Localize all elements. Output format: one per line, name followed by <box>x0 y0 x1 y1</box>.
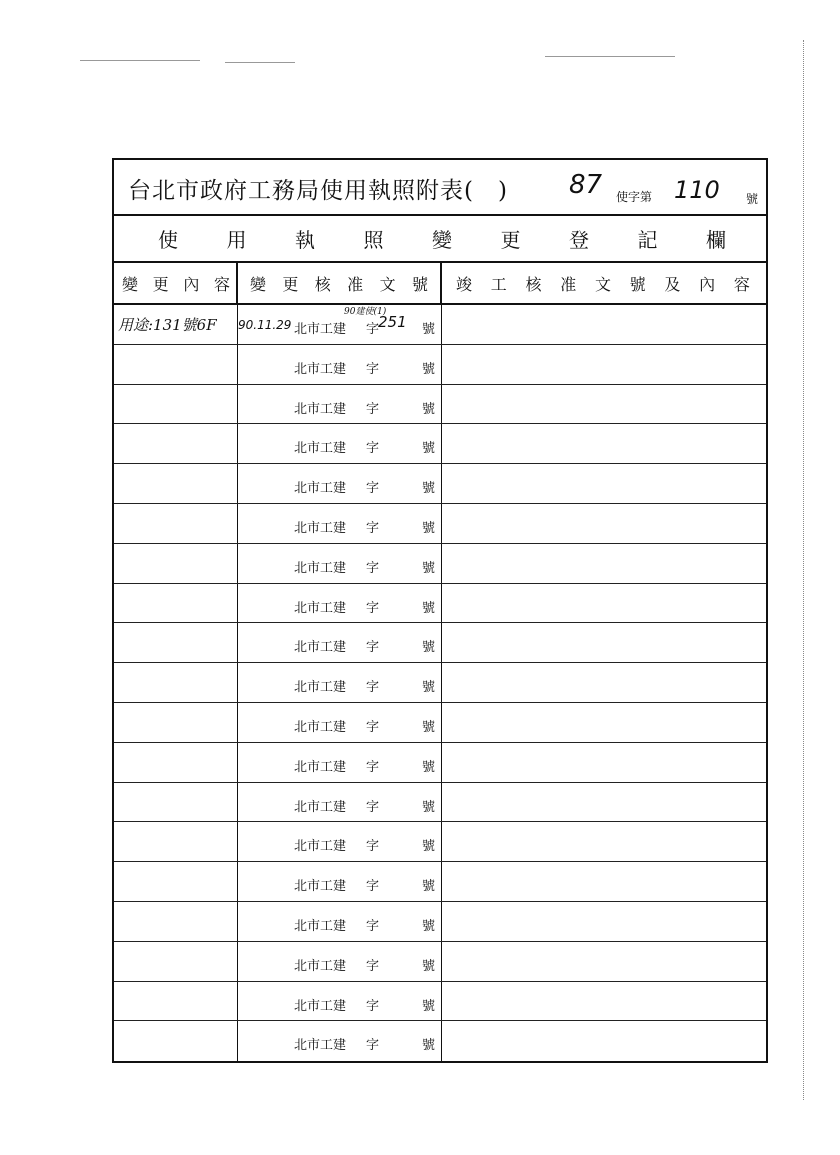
change-content-cell <box>114 663 238 702</box>
header-char: 內 <box>183 274 200 294</box>
hao-label: 號 <box>421 759 435 775</box>
section-char: 照 <box>363 228 384 252</box>
office-code: 北市工建 <box>294 600 347 616</box>
change-content-cell <box>114 862 238 901</box>
header-char: 更 <box>152 274 169 294</box>
office-code: 北市工建 <box>294 322 347 337</box>
zi-label: 字 <box>366 401 380 417</box>
office-code: 北市工建 <box>294 481 347 497</box>
office-code: 北市工建 <box>294 640 347 656</box>
approval-number-cell <box>238 385 442 424</box>
change-content-cell <box>114 305 238 344</box>
zi-label: 字 <box>366 322 380 337</box>
zi-label: 字 <box>366 361 380 377</box>
approval-serial: 251 <box>378 313 407 331</box>
hao-label: 號 <box>421 1038 435 1054</box>
change-content-cell <box>114 942 238 981</box>
zi-label: 字 <box>366 879 380 895</box>
hao-label: 號 <box>421 998 435 1014</box>
header-char: 核 <box>525 274 542 294</box>
office-code: 北市工建 <box>294 1038 347 1054</box>
table-row <box>114 783 766 823</box>
office-code: 北市工建 <box>294 401 347 417</box>
header-char: 工 <box>490 274 507 294</box>
hao-label: 號 <box>421 640 435 656</box>
office-code: 北市工建 <box>294 998 347 1014</box>
completion-cell <box>442 982 766 1021</box>
table-row <box>114 743 766 783</box>
approval-number-cell <box>238 544 442 583</box>
hao-label: 號 <box>421 839 435 855</box>
form-title-row <box>114 160 766 216</box>
completion-cell <box>442 783 766 822</box>
change-content-cell <box>114 743 238 782</box>
license-year: 87 <box>569 170 603 200</box>
approval-number-cell <box>238 822 442 861</box>
completion-cell <box>442 942 766 981</box>
completion-cell <box>442 703 766 742</box>
header-char: 文 <box>594 274 611 294</box>
approval-number-cell <box>238 424 442 463</box>
approval-number-cell <box>238 584 442 623</box>
approval-number-cell <box>238 623 442 662</box>
completion-cell <box>442 584 766 623</box>
completion-cell <box>442 862 766 901</box>
completion-cell <box>442 345 766 384</box>
table-row <box>114 504 766 544</box>
change-content-cell <box>114 544 238 583</box>
header-completion <box>442 263 766 303</box>
office-code: 北市工建 <box>294 839 347 855</box>
header-char: 號 <box>411 274 428 294</box>
zi-label: 字 <box>366 719 380 735</box>
header-char: 及 <box>664 274 681 294</box>
header-char: 號 <box>629 274 646 294</box>
header-char: 准 <box>347 274 364 294</box>
office-code: 北市工建 <box>294 719 347 735</box>
hao-label: 號 <box>421 680 435 696</box>
section-char: 用 <box>226 228 247 252</box>
header-char: 核 <box>314 274 331 294</box>
zi-label: 字 <box>366 1038 380 1054</box>
scan-artifact-line <box>225 62 295 63</box>
license-number: 110 <box>674 176 720 204</box>
header-char: 容 <box>213 274 230 294</box>
completion-cell <box>442 305 766 344</box>
section-char: 變 <box>432 228 452 252</box>
section-char: 欄 <box>706 228 726 252</box>
zi-label: 字 <box>366 998 380 1014</box>
table-row <box>114 902 766 942</box>
change-content-cell <box>114 703 238 742</box>
header-char: 變 <box>250 274 267 294</box>
office-code: 北市工建 <box>294 441 347 457</box>
change-content-cell <box>114 902 238 941</box>
completion-cell <box>442 385 766 424</box>
zi-label: 字 <box>366 680 380 696</box>
section-char: 記 <box>637 228 658 252</box>
completion-cell <box>442 902 766 941</box>
approval-number-cell <box>238 504 442 543</box>
approval-number-cell <box>238 1021 442 1061</box>
change-content-cell <box>114 424 238 463</box>
completion-cell <box>442 623 766 662</box>
change-content-cell <box>114 345 238 384</box>
section-char: 登 <box>569 228 589 252</box>
hao-label: 號 <box>421 322 435 337</box>
approval-date: 90.11.29 <box>238 318 292 332</box>
hao-label: 號 <box>421 719 435 735</box>
zi-label: 字 <box>366 839 380 855</box>
table-row <box>114 862 766 902</box>
completion-cell <box>442 544 766 583</box>
approval-number-cell <box>238 862 442 901</box>
change-content-cell <box>114 1021 238 1061</box>
table-row <box>114 385 766 425</box>
header-char: 准 <box>560 274 577 294</box>
table-row <box>114 942 766 982</box>
approval-note: 90建使(1) <box>344 307 387 317</box>
section-char: 使 <box>158 228 178 252</box>
header-char: 竣 <box>456 274 473 294</box>
table-row <box>114 305 766 345</box>
table-row <box>114 345 766 385</box>
hao-label: 號 <box>421 799 435 815</box>
table-row <box>114 1021 766 1061</box>
table-row <box>114 584 766 624</box>
zi-label: 字 <box>366 640 380 656</box>
hao-label: 號 <box>421 600 435 616</box>
office-code: 北市工建 <box>294 799 347 815</box>
table-row <box>114 424 766 464</box>
section-char: 執 <box>295 228 315 252</box>
section-char: 更 <box>500 228 521 252</box>
hao-label: 號 <box>421 958 435 974</box>
header-change-content <box>114 263 238 303</box>
approval-number-cell <box>238 464 442 503</box>
zi-label: 字 <box>366 441 380 457</box>
license-suffix: 號 <box>745 192 758 206</box>
scan-artifact-line <box>80 60 200 61</box>
change-content-cell <box>114 822 238 861</box>
change-content-cell <box>114 385 238 424</box>
approval-number-cell <box>238 982 442 1021</box>
hao-label: 號 <box>421 361 435 377</box>
approval-number-cell <box>238 345 442 384</box>
approval-number-cell <box>238 942 442 981</box>
license-attachment-form <box>112 158 768 1063</box>
change-content-cell <box>114 783 238 822</box>
completion-cell <box>442 822 766 861</box>
completion-cell <box>442 743 766 782</box>
header-char: 變 <box>122 274 139 294</box>
office-code: 北市工建 <box>294 520 347 536</box>
change-content-cell <box>114 982 238 1021</box>
zi-label: 字 <box>366 799 380 815</box>
office-code: 北市工建 <box>294 560 347 576</box>
table-row <box>114 663 766 703</box>
approval-number-cell <box>238 783 442 822</box>
hao-label: 號 <box>421 520 435 536</box>
hao-label: 號 <box>421 879 435 895</box>
hao-label: 號 <box>421 560 435 576</box>
approval-number-cell <box>238 743 442 782</box>
header-char: 內 <box>699 274 716 294</box>
section-heading <box>114 216 766 263</box>
approval-number-cell <box>238 305 442 344</box>
office-code: 北市工建 <box>294 361 347 377</box>
change-content-cell <box>114 623 238 662</box>
completion-cell <box>442 424 766 463</box>
table-row <box>114 822 766 862</box>
approval-number-cell <box>238 703 442 742</box>
approval-number-cell <box>238 902 442 941</box>
table-row <box>114 703 766 743</box>
header-char: 容 <box>733 274 750 294</box>
scan-edge-line <box>802 40 804 1100</box>
table-header <box>114 263 766 305</box>
zi-label: 字 <box>366 759 380 775</box>
change-content-cell <box>114 584 238 623</box>
zi-label: 字 <box>366 560 380 576</box>
table-row <box>114 982 766 1022</box>
office-code: 北市工建 <box>294 680 347 696</box>
hao-label: 號 <box>421 441 435 457</box>
form-title: 台北市政府工務局使用執照附表( ) <box>128 178 508 204</box>
office-code: 北市工建 <box>294 759 347 775</box>
change-content-cell <box>114 464 238 503</box>
scan-artifact-line <box>545 56 675 57</box>
license-prefix: 使字第 <box>616 190 653 204</box>
change-content-cell <box>114 504 238 543</box>
office-code: 北市工建 <box>294 958 347 974</box>
hao-label: 號 <box>421 481 435 497</box>
office-code: 北市工建 <box>294 879 347 895</box>
completion-cell <box>442 464 766 503</box>
header-change-approval <box>238 263 442 303</box>
approval-number-cell <box>238 663 442 702</box>
change-content-text: 用途:131號6F <box>118 315 217 334</box>
office-code: 北市工建 <box>294 918 347 934</box>
header-char: 文 <box>379 274 396 294</box>
completion-cell <box>442 504 766 543</box>
zi-label: 字 <box>366 481 380 497</box>
hao-label: 號 <box>421 918 435 934</box>
table-row <box>114 544 766 584</box>
completion-cell <box>442 663 766 702</box>
hao-label: 號 <box>421 401 435 417</box>
table-row <box>114 464 766 504</box>
record-rows <box>114 305 766 1061</box>
zi-label: 字 <box>366 958 380 974</box>
table-row <box>114 623 766 663</box>
zi-label: 字 <box>366 520 380 536</box>
zi-label: 字 <box>366 600 380 616</box>
zi-label: 字 <box>366 918 380 934</box>
header-char: 更 <box>282 274 299 294</box>
completion-cell <box>442 1021 766 1061</box>
